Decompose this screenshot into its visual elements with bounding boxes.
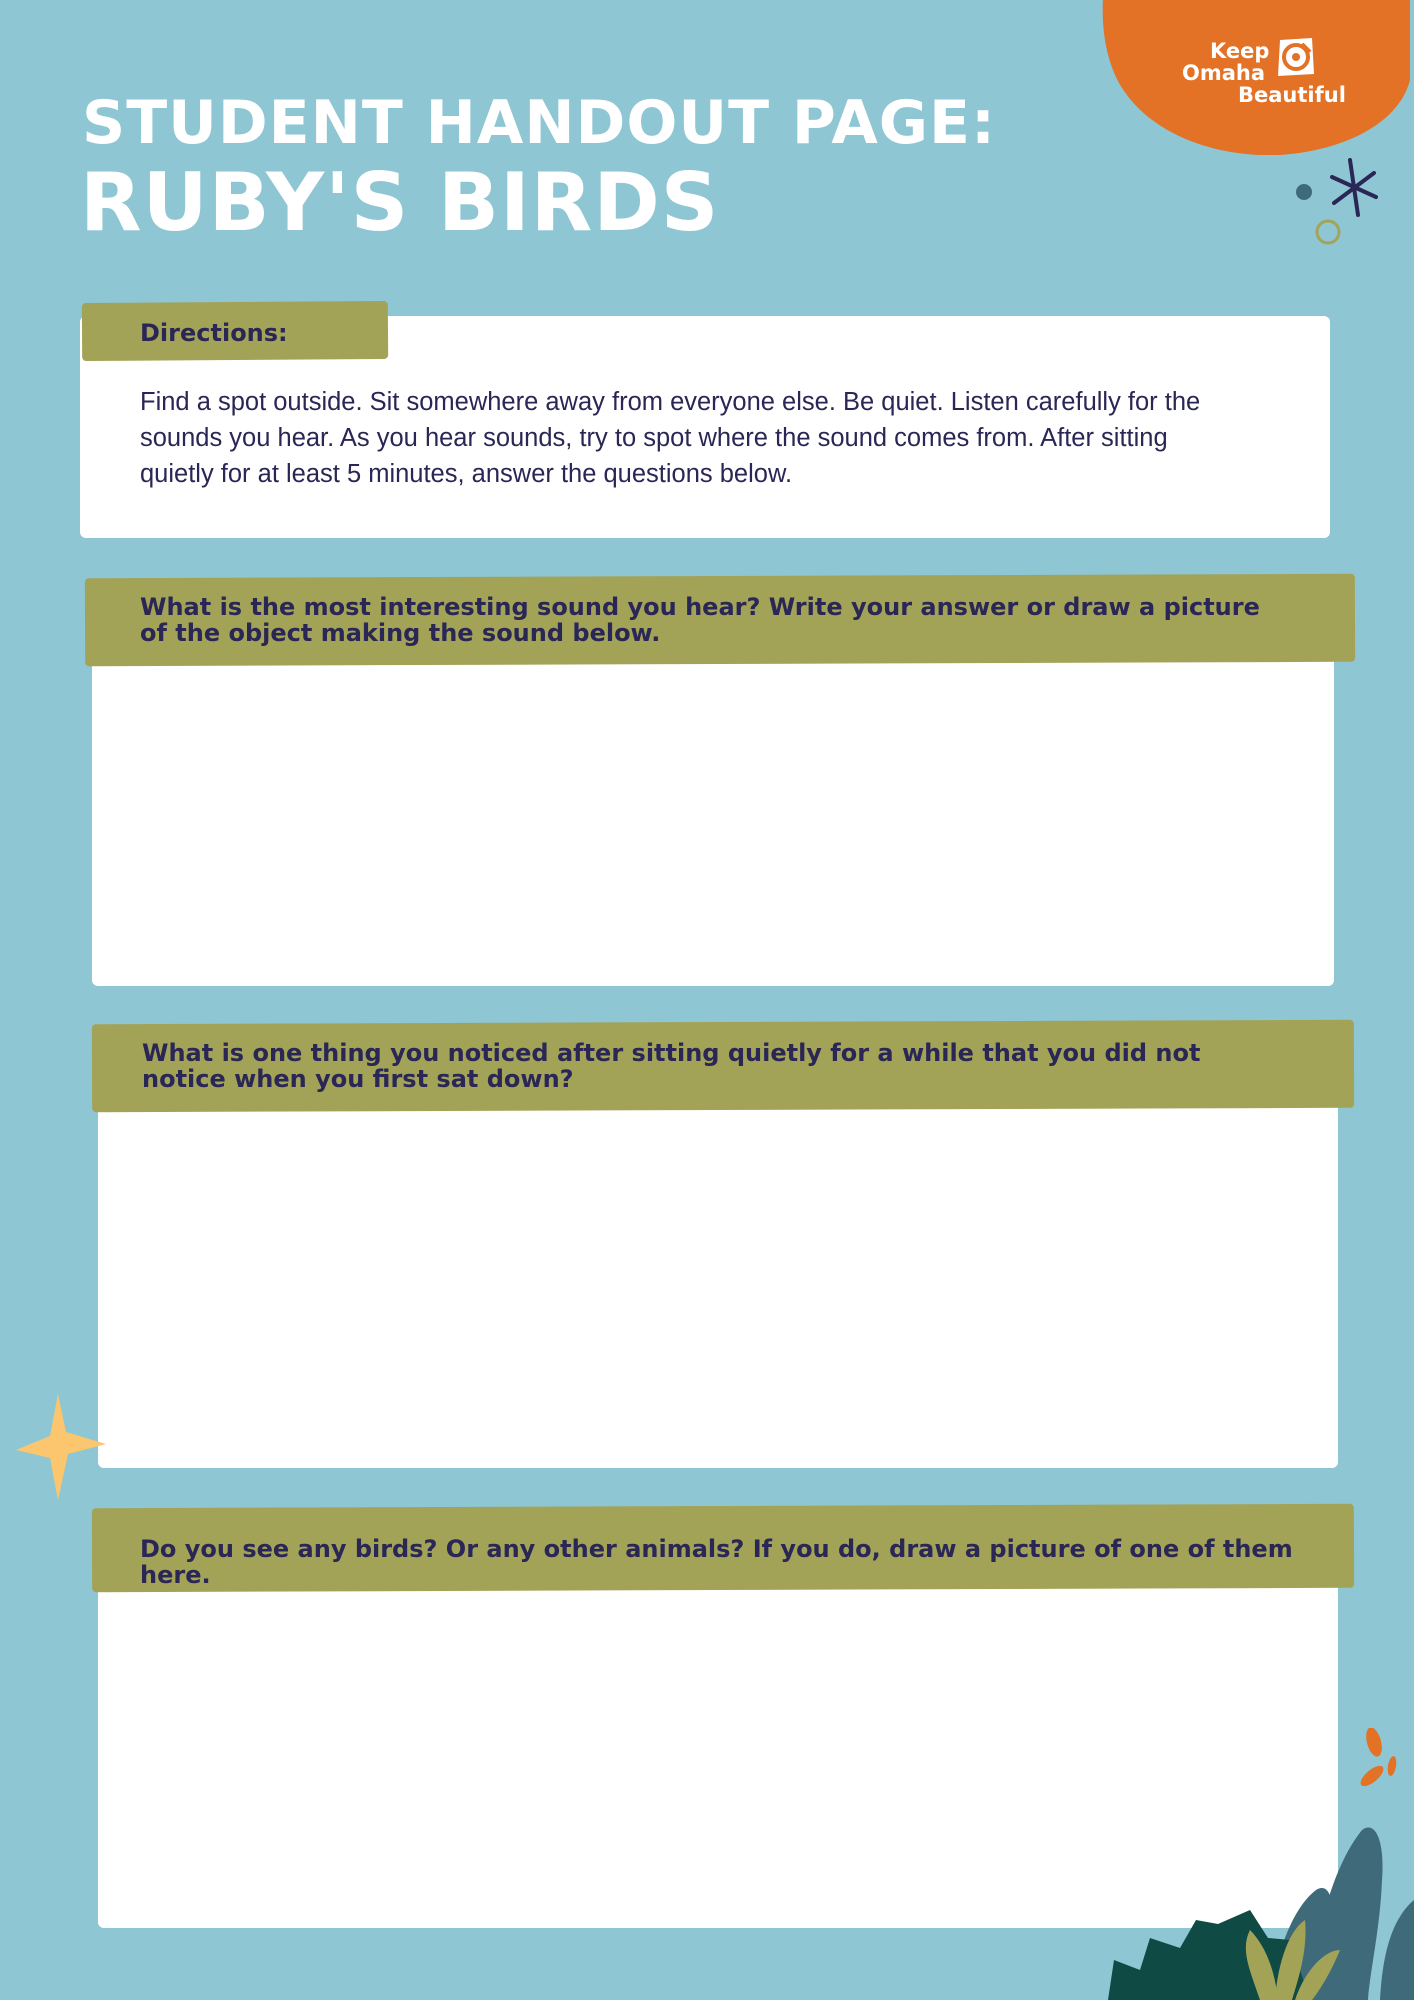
question-text-3: Do you see any birds? Or any other animals? If you do, draw a picture of one of them here.	[140, 1535, 1293, 1589]
page-title-line2: RUBY'S BIRDS	[80, 156, 720, 249]
directions-body-text: Find a spot outside. Sit somewhere away from everyone else. Be quiet. Listen carefully for the sounds you hear. As you hear sounds, try to spot where the sound comes from. After sitting quietly for at least 5 minutes, answer the questions below.	[140, 388, 1201, 488]
directions-label: Directions:	[140, 319, 288, 347]
star-burst-icon	[14, 1392, 114, 1502]
plant-leaves-illustration	[1100, 1820, 1414, 2000]
logo-line-keep: Keep	[1210, 39, 1270, 63]
page-title-line1: STUDENT HANDOUT PAGE:	[82, 88, 997, 158]
question-text-2: What is one thing you noticed after sitting quietly for a while that you did not notice when you first sat down?	[142, 1039, 1201, 1093]
answer-box-2[interactable]	[98, 1094, 1338, 1468]
logo-line-beautiful: Beautiful	[1238, 83, 1346, 107]
decorative-asterisk-icon	[1290, 155, 1390, 250]
orange-petals-icon	[1350, 1728, 1400, 1790]
answer-box-1[interactable]	[92, 648, 1334, 986]
question-text-1: What is the most interesting sound you hear? Write your answer or draw a picture of the object making the sound below.	[140, 593, 1260, 647]
keep-omaha-beautiful-logo-icon	[1272, 34, 1320, 82]
logo-line-omaha: Omaha	[1182, 61, 1266, 85]
